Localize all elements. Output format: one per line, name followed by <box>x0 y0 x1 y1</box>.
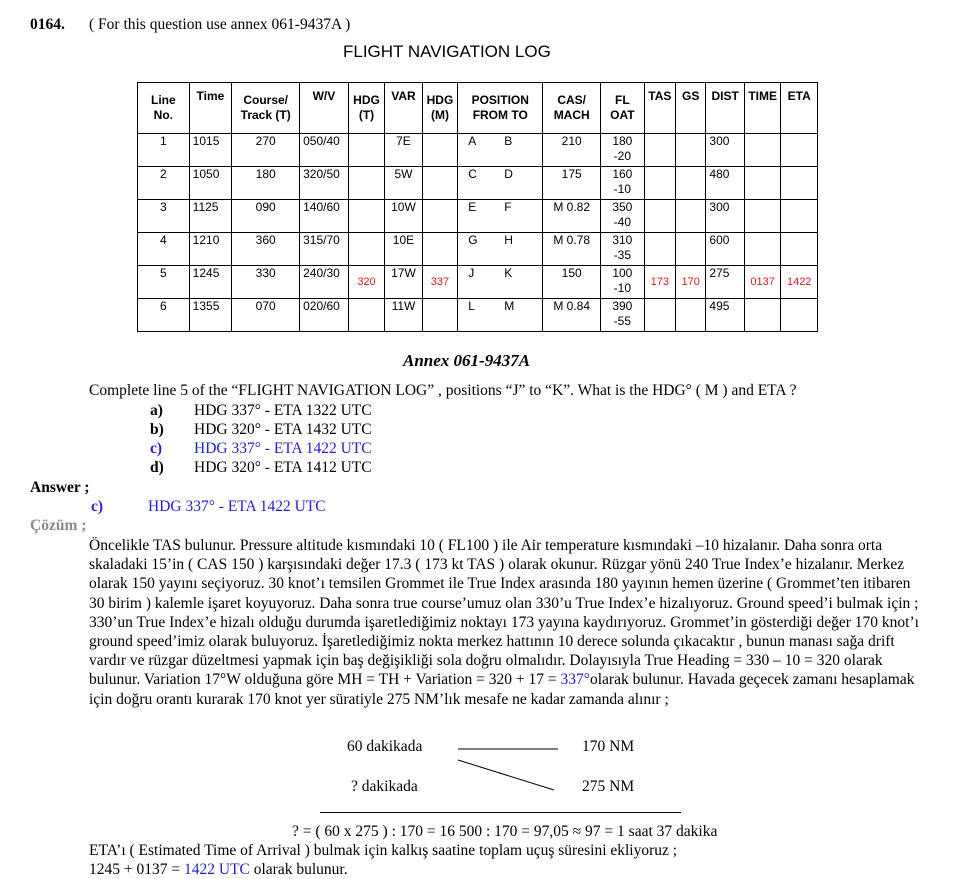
annex-reference: ( For this question use annex 061-9437A ) <box>89 16 351 33</box>
outside-air-temp: -55 <box>613 314 632 328</box>
cell-hdg-m <box>422 200 457 233</box>
header-cas-mach: CAS/ MACH <box>543 83 601 134</box>
cell-cas: 150 <box>543 266 601 299</box>
cell-eta <box>781 167 818 200</box>
cell-dist: 300 <box>706 134 745 167</box>
cell-gs <box>676 299 706 332</box>
header-course: Course/ Track (T) <box>232 83 300 134</box>
header-fl-oat: FL OAT <box>601 83 645 134</box>
cell-dist: 275 <box>706 266 745 299</box>
header-wv: W/V <box>300 83 349 134</box>
option-letter: c) <box>150 440 163 457</box>
cell-var: 10E <box>385 233 422 266</box>
cell-course: 180 <box>232 167 300 200</box>
header-var: VAR <box>385 83 422 134</box>
question-number: 0164. <box>30 16 65 33</box>
table-row <box>138 134 818 167</box>
header-time: Time <box>189 83 232 134</box>
cell-tas <box>644 167 675 200</box>
cell-eta <box>781 233 818 266</box>
cell-fl <box>601 134 645 167</box>
cell-var: 5W <box>385 167 422 200</box>
eta-explanation: ETA’ı ( Estimated Time of Arrival ) bulmak için kalkış saatine toplam uçuş süresini ekliyoruz ; <box>89 842 678 859</box>
cell-course: 270 <box>232 134 300 167</box>
outside-air-temp: -10 <box>613 281 632 295</box>
cell-position <box>458 134 543 167</box>
time-formula: ? = ( 60 x 275 ) : 170 = 16 500 : 170 = 97,05 ≈ 97 = 1 saat 37 dakika <box>292 823 718 840</box>
cell-hdg-m <box>422 134 457 167</box>
magnetic-heading-result: 337° <box>560 671 590 689</box>
cell-fl <box>601 266 645 299</box>
cell-line: 3 <box>138 200 190 233</box>
cell-var: 10W <box>385 200 422 233</box>
flight-level: 350 <box>612 200 633 214</box>
position-from: E <box>468 200 477 214</box>
cell-etime <box>744 167 780 200</box>
cell-line: 1 <box>138 134 190 167</box>
outside-air-temp: -35 <box>613 248 632 262</box>
cell-hdg-m: 337 <box>422 266 457 299</box>
option-letter: d) <box>150 459 164 476</box>
eta-result: 1245 + 0137 = 1422 UTC olarak bulunur. <box>89 861 348 878</box>
option-text: HDG 320° - ETA 1412 UTC <box>194 459 372 476</box>
cell-var: 7E <box>385 134 422 167</box>
proportion-row1-right: 170 NM <box>582 738 635 755</box>
cell-cas: M 0.84 <box>543 299 601 332</box>
flight-level: 390 <box>612 299 633 313</box>
proportion-row1-left: 60 dakikada <box>347 738 423 755</box>
cell-hdg-t <box>348 200 384 233</box>
outside-air-temp: -40 <box>613 215 632 229</box>
cell-eta: 1422 <box>781 266 818 299</box>
cell-tas <box>644 134 675 167</box>
cell-eta <box>781 134 818 167</box>
position-from: G <box>468 233 478 247</box>
cell-hdg-m <box>422 167 457 200</box>
cell-gs <box>676 233 706 266</box>
position-to: M <box>504 299 515 313</box>
header-time-enroute: TIME <box>744 83 780 134</box>
formula-divider <box>320 812 681 813</box>
explanation-paragraph: Öncelikle TAS bulunur. Pressure altitude kısmındaki 10 ( FL100 ) ile Air temperature kısmındaki –10 hizalanır. Daha sonra orta skaladaki 15’in ( CAS 150 ) karşısındaki değer 17.3 ( 173 kt TAS ) olarak okunur. Rüzgar yönü 240 True Index’e hizalanır. Merkez olarak 150 yayını seçiyoruz. 30 knot’ı temsilen Grommet ile True Index arasında 180 yayının hemen üzerine ( Grommet’ten itibaren 30 birim ) kalemle işaret koyuyoruz. Daha sonra true course’umuz olan 330’u True Index’e hizalıyoruz. Ground speed’i bulmak için ; 330’un True Index’e hizalı olduğu durumda işaretlediğimiz noktayı 173 yayına kaydırıyoruz. Grommet’in gösterdiği değer 170 knot’ı ground speed’imiz olarak buluyoruz. İşaretlediğimiz nokta merkez hattının 10 derece solunda çıkacaktır , bunun manası sağa drift vardır ve rüzgar düzeltmesi yapmak için baş değişikliği sola doğru olmalıdır. Dolayısıyla True Heading = 330 – 10 = 320 olarak bulunur. Variation 17°W olduğuna göre MH = TH + Variation = 320 + 17 = 337°olarak bulunur. Havada geçecek zamanı hesaplamak için doğru orantı kurarak 170 knot yer süratiyle 275 NM’lık mesafe ne kadar zamanda alınır ; <box>89 537 919 708</box>
position-to: K <box>504 266 513 280</box>
flight-level: 180 <box>612 134 633 148</box>
cell-var: 17W <box>385 266 422 299</box>
flight-level: 160 <box>612 167 633 181</box>
option-letter: a) <box>150 402 163 419</box>
cell-gs <box>676 167 706 200</box>
cell-dist: 480 <box>706 167 745 200</box>
cell-course: 330 <box>232 266 300 299</box>
cell-time: 1355 <box>189 299 232 332</box>
solution-label: Çözüm ; <box>30 517 87 534</box>
log-title: FLIGHT NAVIGATION LOG <box>343 42 551 61</box>
proportion-diagonal-line <box>458 760 554 790</box>
cell-fl <box>601 299 645 332</box>
cell-course: 360 <box>232 233 300 266</box>
cell-line: 2 <box>138 167 190 200</box>
position-to: H <box>504 233 513 247</box>
annex-caption: Annex 061-9437A <box>403 351 531 370</box>
proportion-row2-left: ? dakikada <box>351 778 418 795</box>
cell-position <box>458 167 543 200</box>
cell-cas: M 0.82 <box>543 200 601 233</box>
cell-time: 1245 <box>189 266 232 299</box>
cell-cas: M 0.78 <box>543 233 601 266</box>
position-to: F <box>504 200 512 214</box>
position-to: B <box>504 134 513 148</box>
cell-fl <box>601 167 645 200</box>
header-tas: TAS <box>644 83 675 134</box>
flight-navigation-log-table <box>137 82 818 332</box>
outside-air-temp: -10 <box>613 182 632 196</box>
cell-course: 070 <box>232 299 300 332</box>
cell-hdg-m <box>422 299 457 332</box>
cell-time: 1210 <box>189 233 232 266</box>
cell-hdg-t <box>348 233 384 266</box>
cell-line: 4 <box>138 233 190 266</box>
header-dist: DIST <box>706 83 745 134</box>
cell-position <box>458 233 543 266</box>
proportion-lines <box>440 740 570 800</box>
cell-tas <box>644 299 675 332</box>
cell-tas <box>644 233 675 266</box>
answer-label: Answer ; <box>30 479 90 496</box>
cell-gs <box>676 200 706 233</box>
answer-text: HDG 337° - ETA 1422 UTC <box>148 498 326 515</box>
cell-wv: 140/60 <box>300 200 349 233</box>
cell-var: 11W <box>385 299 422 332</box>
cell-hdg-t <box>348 299 384 332</box>
cell-line: 6 <box>138 299 190 332</box>
proportion-row2-right: 275 NM <box>582 778 635 795</box>
cell-hdg-t <box>348 167 384 200</box>
cell-eta <box>781 200 818 233</box>
header-position: POSITION FROM TO <box>458 83 543 134</box>
table-row <box>138 299 818 332</box>
cell-course: 090 <box>232 200 300 233</box>
table-row <box>138 200 818 233</box>
cell-position <box>458 200 543 233</box>
cell-hdg-m <box>422 233 457 266</box>
cell-etime <box>744 233 780 266</box>
cell-wv: 315/70 <box>300 233 349 266</box>
position-from: L <box>468 299 475 313</box>
position-from: J <box>468 266 475 280</box>
position-from: C <box>468 167 477 181</box>
cell-etime <box>744 299 780 332</box>
table-row <box>138 233 818 266</box>
table-row <box>138 266 818 299</box>
position-from: A <box>468 134 477 148</box>
cell-fl <box>601 200 645 233</box>
cell-tas: 173 <box>644 266 675 299</box>
answer-letter: c) <box>91 498 104 515</box>
cell-dist: 300 <box>706 200 745 233</box>
cell-gs <box>676 134 706 167</box>
option-text: HDG 320° - ETA 1432 UTC <box>194 421 372 438</box>
cell-gs: 170 <box>676 266 706 299</box>
cell-wv: 020/60 <box>300 299 349 332</box>
cell-fl <box>601 233 645 266</box>
cell-time: 1125 <box>189 200 232 233</box>
header-hdg-true: HDG (T) <box>348 83 384 134</box>
table-row <box>138 167 818 200</box>
cell-cas: 210 <box>543 134 601 167</box>
flight-level: 310 <box>612 233 633 247</box>
cell-hdg-t: 320 <box>348 266 384 299</box>
table-header-row <box>138 83 818 134</box>
cell-dist: 495 <box>706 299 745 332</box>
header-gs: GS <box>676 83 706 134</box>
cell-dist: 600 <box>706 233 745 266</box>
flight-level: 100 <box>612 266 633 280</box>
cell-line: 5 <box>138 266 190 299</box>
cell-hdg-t <box>348 134 384 167</box>
cell-tas <box>644 200 675 233</box>
cell-time: 1050 <box>189 167 232 200</box>
cell-cas: 175 <box>543 167 601 200</box>
outside-air-temp: -20 <box>613 149 632 163</box>
header-hdg-magnetic: HDG (M) <box>422 83 457 134</box>
cell-wv: 240/30 <box>300 266 349 299</box>
cell-etime <box>744 134 780 167</box>
position-to: D <box>504 167 513 181</box>
cell-position <box>458 299 543 332</box>
header-line-no: Line No. <box>138 83 190 134</box>
cell-eta <box>781 299 818 332</box>
header-eta: ETA <box>781 83 818 134</box>
option-letter: b) <box>150 421 164 438</box>
cell-wv: 050/40 <box>300 134 349 167</box>
cell-wv: 320/50 <box>300 167 349 200</box>
cell-position <box>458 266 543 299</box>
cell-time: 1015 <box>189 134 232 167</box>
option-text: HDG 337° - ETA 1322 UTC <box>194 402 372 419</box>
option-text: HDG 337° - ETA 1422 UTC <box>194 440 372 457</box>
question-prompt: Complete line 5 of the “FLIGHT NAVIGATION LOG” , positions “J” to “K”. What is the HDG° ( M ) and ETA ? <box>89 382 797 399</box>
cell-etime <box>744 200 780 233</box>
cell-etime: 0137 <box>744 266 780 299</box>
eta-result-value: 1422 UTC <box>183 861 250 878</box>
